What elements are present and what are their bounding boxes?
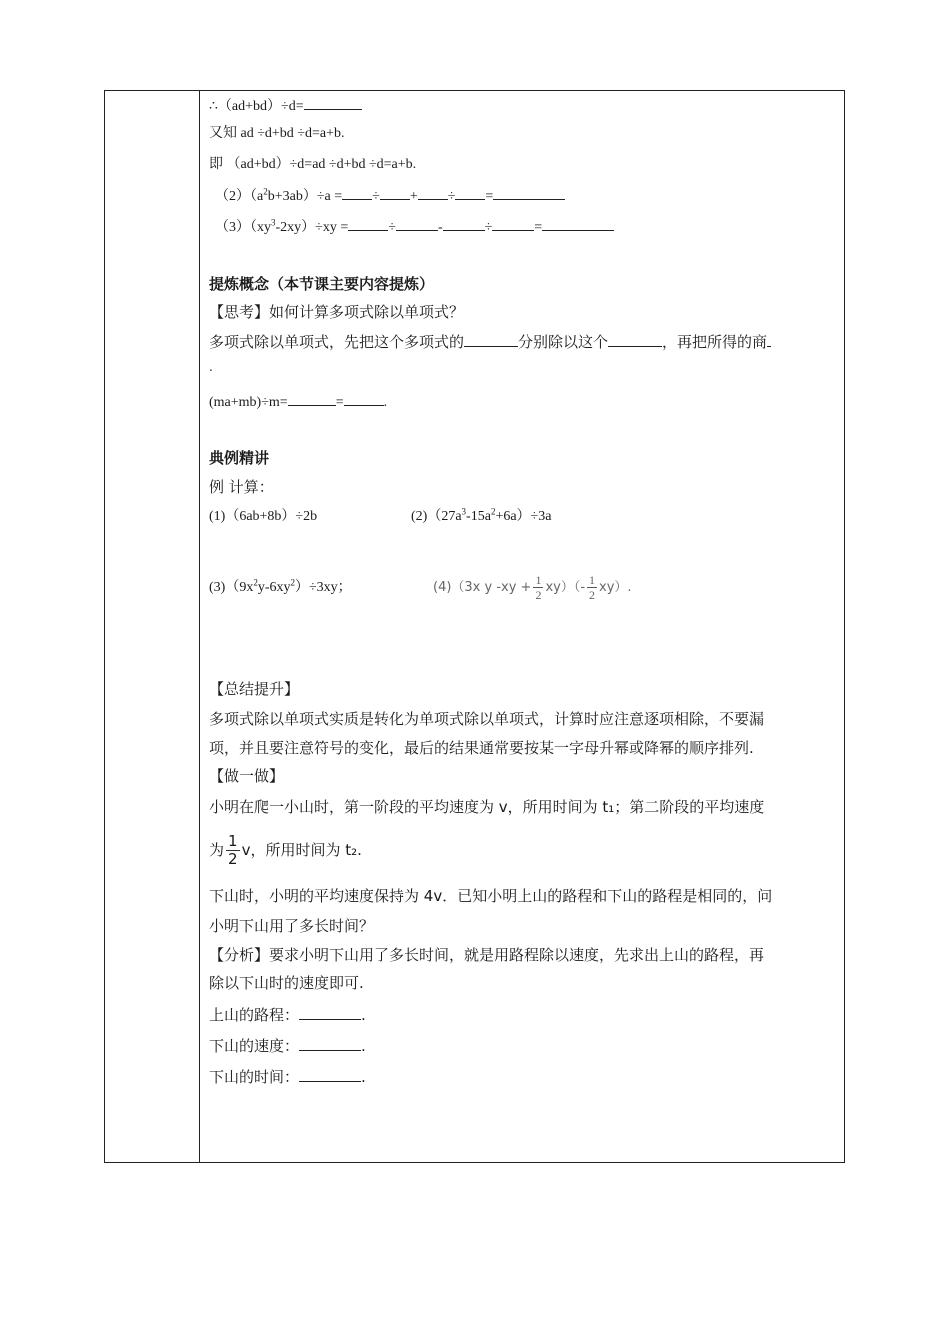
practice-line-3: 下山时，小明的平均速度保持为 4v．已知小明上山的路程和下山的路程是相同的，问 <box>209 887 773 905</box>
question-2-line: $(2)(a^2b+3ab)\div a$ = ÷ + ÷ = <box>215 185 565 207</box>
down-speed-line: 下山的速度： . <box>209 1037 366 1055</box>
example-1: (1)（6ab+8b）÷2b <box>209 509 318 524</box>
practice-line-4: 小明下山用了多长时间？ <box>209 917 375 935</box>
analysis-line-2: 除以下山时的速度即可. <box>209 974 364 992</box>
formula-line: (ma+mb)÷m= = . <box>209 391 387 413</box>
summary-heading: 【总结提升】 <box>209 680 300 698</box>
example-3: $(3)(9x^2y-6xy^2)\div 3xy$； <box>209 577 352 595</box>
example-2: $(2)(27a^3-15a^2+6a)\div 3a$ <box>411 506 552 524</box>
examples-heading: 典例精讲 <box>209 449 270 467</box>
examples-intro: 例 计算： <box>209 478 274 496</box>
practice-heading: 【做一做】 <box>209 767 285 785</box>
analysis-line-1: 【分析】要求小明下山用了多长时间，就是用路程除以速度，先求出上山的路程，再 <box>209 946 765 964</box>
worksheet-table <box>104 90 845 1163</box>
left-column <box>105 91 200 1162</box>
therefore-line: ∴（ad+bd）÷d= <box>209 95 362 117</box>
think-line: 【思考】如何计算多项式除以单项式？ <box>209 303 465 321</box>
question-3-line: $(3)(xy^3-2xy)\div xy$ = ÷ - ÷ = <box>215 216 614 238</box>
down-time-line: 下山的时间： . <box>209 1068 366 1086</box>
concept-heading: 提炼概念（本节课主要内容提炼） <box>209 275 435 293</box>
example-4: (4)（3x y -xy + $\frac{1}{2}$ xy）（- $\frac{1}{2}$ xy）. <box>433 573 632 603</box>
rule-end: . <box>209 360 213 374</box>
also-know-line: 又知 ad ÷d+bd ÷d=a+b. <box>209 126 345 141</box>
rule-line: 多项式除以单项式，先把这个多项式的 分别除以这个 ，再把所得的商 <box>209 332 771 352</box>
content-column <box>209 91 841 1162</box>
practice-line-2: 为 $\frac{1}{2}$ v，所用时间为 t₂. <box>209 832 362 868</box>
summary-line-2: 项，并且要注意符号的变化，最后的结果通常要按某一字母升幂或降幂的顺序排列. <box>209 739 754 757</box>
practice-line-1: 小明在爬一小山时，第一阶段的平均速度为 v，所用时间为 t₁；第二阶段的平均速度 <box>209 798 765 816</box>
up-distance-line: 上山的路程： . <box>209 1006 366 1024</box>
summary-line-1: 多项式除以单项式实质是转化为单项式除以单项式，计算时应注意逐项相除，不要漏 <box>209 710 765 728</box>
that-is-line: 即 （ad+bd）÷d=ad ÷d+bd ÷d=a+b. <box>209 157 417 172</box>
